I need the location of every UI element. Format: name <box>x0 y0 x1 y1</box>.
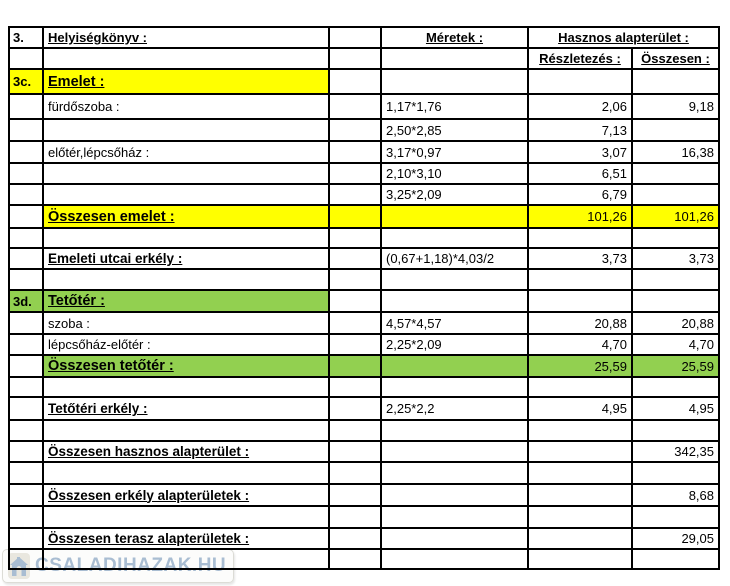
cell-dim: (0,67+1,18)*4,03/2 <box>382 249 529 270</box>
cell-spacer <box>330 442 382 463</box>
cell-dim <box>382 485 529 507</box>
cell-name <box>44 378 330 398</box>
cell-dim <box>382 529 529 550</box>
cell-name: lépcsőház-előtér : <box>44 335 330 356</box>
cell-total <box>633 463 720 485</box>
cell-dim: 2,10*3,10 <box>382 164 529 185</box>
cell-dim <box>382 378 529 398</box>
cell-name: Összesen tetőtér : <box>44 356 330 378</box>
cell-num <box>10 550 44 570</box>
cell-spacer <box>330 120 382 142</box>
cell-total: 342,35 <box>633 442 720 463</box>
cell-total <box>633 291 720 313</box>
cell-table-title: Helyiségkönyv : <box>44 28 330 49</box>
cell-num <box>10 249 44 270</box>
cell-spacer <box>330 206 382 229</box>
cell-spacer <box>330 529 382 550</box>
cell-name: Összesen hasznos alapterület : <box>44 442 330 463</box>
cell-empty <box>10 49 44 70</box>
cell-num <box>10 95 44 120</box>
cell-total: 4,70 <box>633 335 720 356</box>
cell-detail: 7,13 <box>529 120 633 142</box>
cell-name: fürdőszoba : <box>44 95 330 120</box>
cell-num <box>10 507 44 529</box>
cell-spacer <box>330 28 382 49</box>
room-book-table <box>8 26 720 570</box>
cell-dim <box>382 507 529 529</box>
cell-num <box>10 270 44 291</box>
cell-total <box>633 229 720 249</box>
cell-name: szoba : <box>44 313 330 335</box>
cell-dim <box>382 206 529 229</box>
cell-spacer <box>330 95 382 120</box>
cell-num: 3c. <box>10 70 44 95</box>
cell-num <box>10 164 44 185</box>
cell-dim <box>382 421 529 442</box>
cell-detail: 4,70 <box>529 335 633 356</box>
cell-total-header: Összesen : <box>633 49 720 70</box>
cell-detail <box>529 485 633 507</box>
cell-total <box>633 164 720 185</box>
cell-spacer <box>330 335 382 356</box>
cell-name: Összesen terasz alapterületek : <box>44 529 330 550</box>
cell-name: Összesen erkély alapterületek : <box>44 485 330 507</box>
cell-spacer <box>330 185 382 206</box>
cell-name <box>44 270 330 291</box>
cell-spacer <box>330 249 382 270</box>
cell-total <box>633 270 720 291</box>
cell-spacer <box>330 142 382 164</box>
cell-name: Tetőtéri erkély : <box>44 398 330 421</box>
cell-num <box>10 335 44 356</box>
cell-num <box>10 421 44 442</box>
cell-total: 8,68 <box>633 485 720 507</box>
cell-group-header: Hasznos alapterület : <box>529 28 720 49</box>
cell-detail: 101,26 <box>529 206 633 229</box>
cell-dim <box>382 463 529 485</box>
cell-spacer <box>330 164 382 185</box>
cell-dim: 1,17*1,76 <box>382 95 529 120</box>
cell-dim: 2,25*2,09 <box>382 335 529 356</box>
cell-spacer <box>330 356 382 378</box>
cell-dim <box>382 270 529 291</box>
cell-spacer <box>330 49 382 70</box>
cell-dim <box>382 70 529 95</box>
cell-detail <box>529 70 633 95</box>
cell-total: 16,38 <box>633 142 720 164</box>
cell-spacer <box>330 507 382 529</box>
cell-detail <box>529 507 633 529</box>
cell-dim: 2,50*2,85 <box>382 120 529 142</box>
cell-num <box>10 356 44 378</box>
cell-detail <box>529 270 633 291</box>
cell-detail: 3,73 <box>529 249 633 270</box>
cell-spacer <box>330 421 382 442</box>
cell-name <box>44 164 330 185</box>
cell-num <box>10 142 44 164</box>
cell-empty <box>44 49 330 70</box>
cell-num <box>10 185 44 206</box>
cell-total <box>633 70 720 95</box>
cell-spacer <box>330 550 382 570</box>
cell-num <box>10 378 44 398</box>
cell-detail: 2,06 <box>529 95 633 120</box>
cell-name: Tetőtér : <box>44 291 330 313</box>
cell-dim <box>382 442 529 463</box>
cell-total <box>633 185 720 206</box>
cell-dim <box>382 291 529 313</box>
cell-name <box>44 463 330 485</box>
cell-name <box>44 507 330 529</box>
cell-detail: 4,95 <box>529 398 633 421</box>
cell-detail <box>529 229 633 249</box>
cell-detail-header: Részletezés : <box>529 49 633 70</box>
cell-name: Emelet : <box>44 70 330 95</box>
cell-detail <box>529 291 633 313</box>
cell-spacer <box>330 313 382 335</box>
cell-total: 29,05 <box>633 529 720 550</box>
cell-num: 3d. <box>10 291 44 313</box>
cell-detail <box>529 421 633 442</box>
cell-num <box>10 463 44 485</box>
cell-spacer <box>330 378 382 398</box>
cell-total: 3,73 <box>633 249 720 270</box>
cell-num <box>10 529 44 550</box>
cell-spacer <box>330 70 382 95</box>
cell-total <box>633 421 720 442</box>
cell-total: 20,88 <box>633 313 720 335</box>
cell-detail: 25,59 <box>529 356 633 378</box>
watermark-text: CSALADIHAZAK.HU <box>35 555 227 576</box>
cell-dim: 3,17*0,97 <box>382 142 529 164</box>
cell-name <box>44 421 330 442</box>
cell-num <box>10 229 44 249</box>
cell-spacer <box>330 229 382 249</box>
cell-num <box>10 120 44 142</box>
cell-num <box>10 313 44 335</box>
cell-num <box>10 485 44 507</box>
cell-detail: 6,51 <box>529 164 633 185</box>
cell-section-number: 3. <box>10 28 44 49</box>
cell-dim: 4,57*4,57 <box>382 313 529 335</box>
cell-dim: 3,25*2,09 <box>382 185 529 206</box>
cell-name <box>44 550 330 570</box>
cell-detail: 6,79 <box>529 185 633 206</box>
cell-dim <box>382 229 529 249</box>
cell-spacer <box>330 270 382 291</box>
cell-detail: 3,07 <box>529 142 633 164</box>
cell-detail <box>529 378 633 398</box>
cell-total: 4,95 <box>633 398 720 421</box>
cell-name <box>44 229 330 249</box>
cell-detail: 20,88 <box>529 313 633 335</box>
cell-total: 9,18 <box>633 95 720 120</box>
cell-spacer <box>330 398 382 421</box>
cell-spacer <box>330 485 382 507</box>
cell-dim <box>382 550 529 570</box>
cell-spacer <box>330 291 382 313</box>
cell-detail <box>529 529 633 550</box>
cell-num <box>10 206 44 229</box>
cell-detail <box>529 550 633 570</box>
cell-name: előtér,lépcsőház : <box>44 142 330 164</box>
cell-num <box>10 442 44 463</box>
cell-name: Emeleti utcai erkély : <box>44 249 330 270</box>
cell-detail <box>529 463 633 485</box>
cell-dims-header: Méretek : <box>382 28 529 49</box>
cell-total: 25,59 <box>633 356 720 378</box>
cell-dim <box>382 356 529 378</box>
cell-name: Összesen emelet : <box>44 206 330 229</box>
cell-total <box>633 550 720 570</box>
cell-total <box>633 378 720 398</box>
cell-name <box>44 120 330 142</box>
cell-detail <box>529 442 633 463</box>
cell-num <box>10 398 44 421</box>
cell-total: 101,26 <box>633 206 720 229</box>
cell-spacer <box>330 463 382 485</box>
cell-total <box>633 507 720 529</box>
cell-dim: 2,25*2,2 <box>382 398 529 421</box>
cell-total <box>633 120 720 142</box>
cell-name <box>44 185 330 206</box>
cell-empty <box>382 49 529 70</box>
